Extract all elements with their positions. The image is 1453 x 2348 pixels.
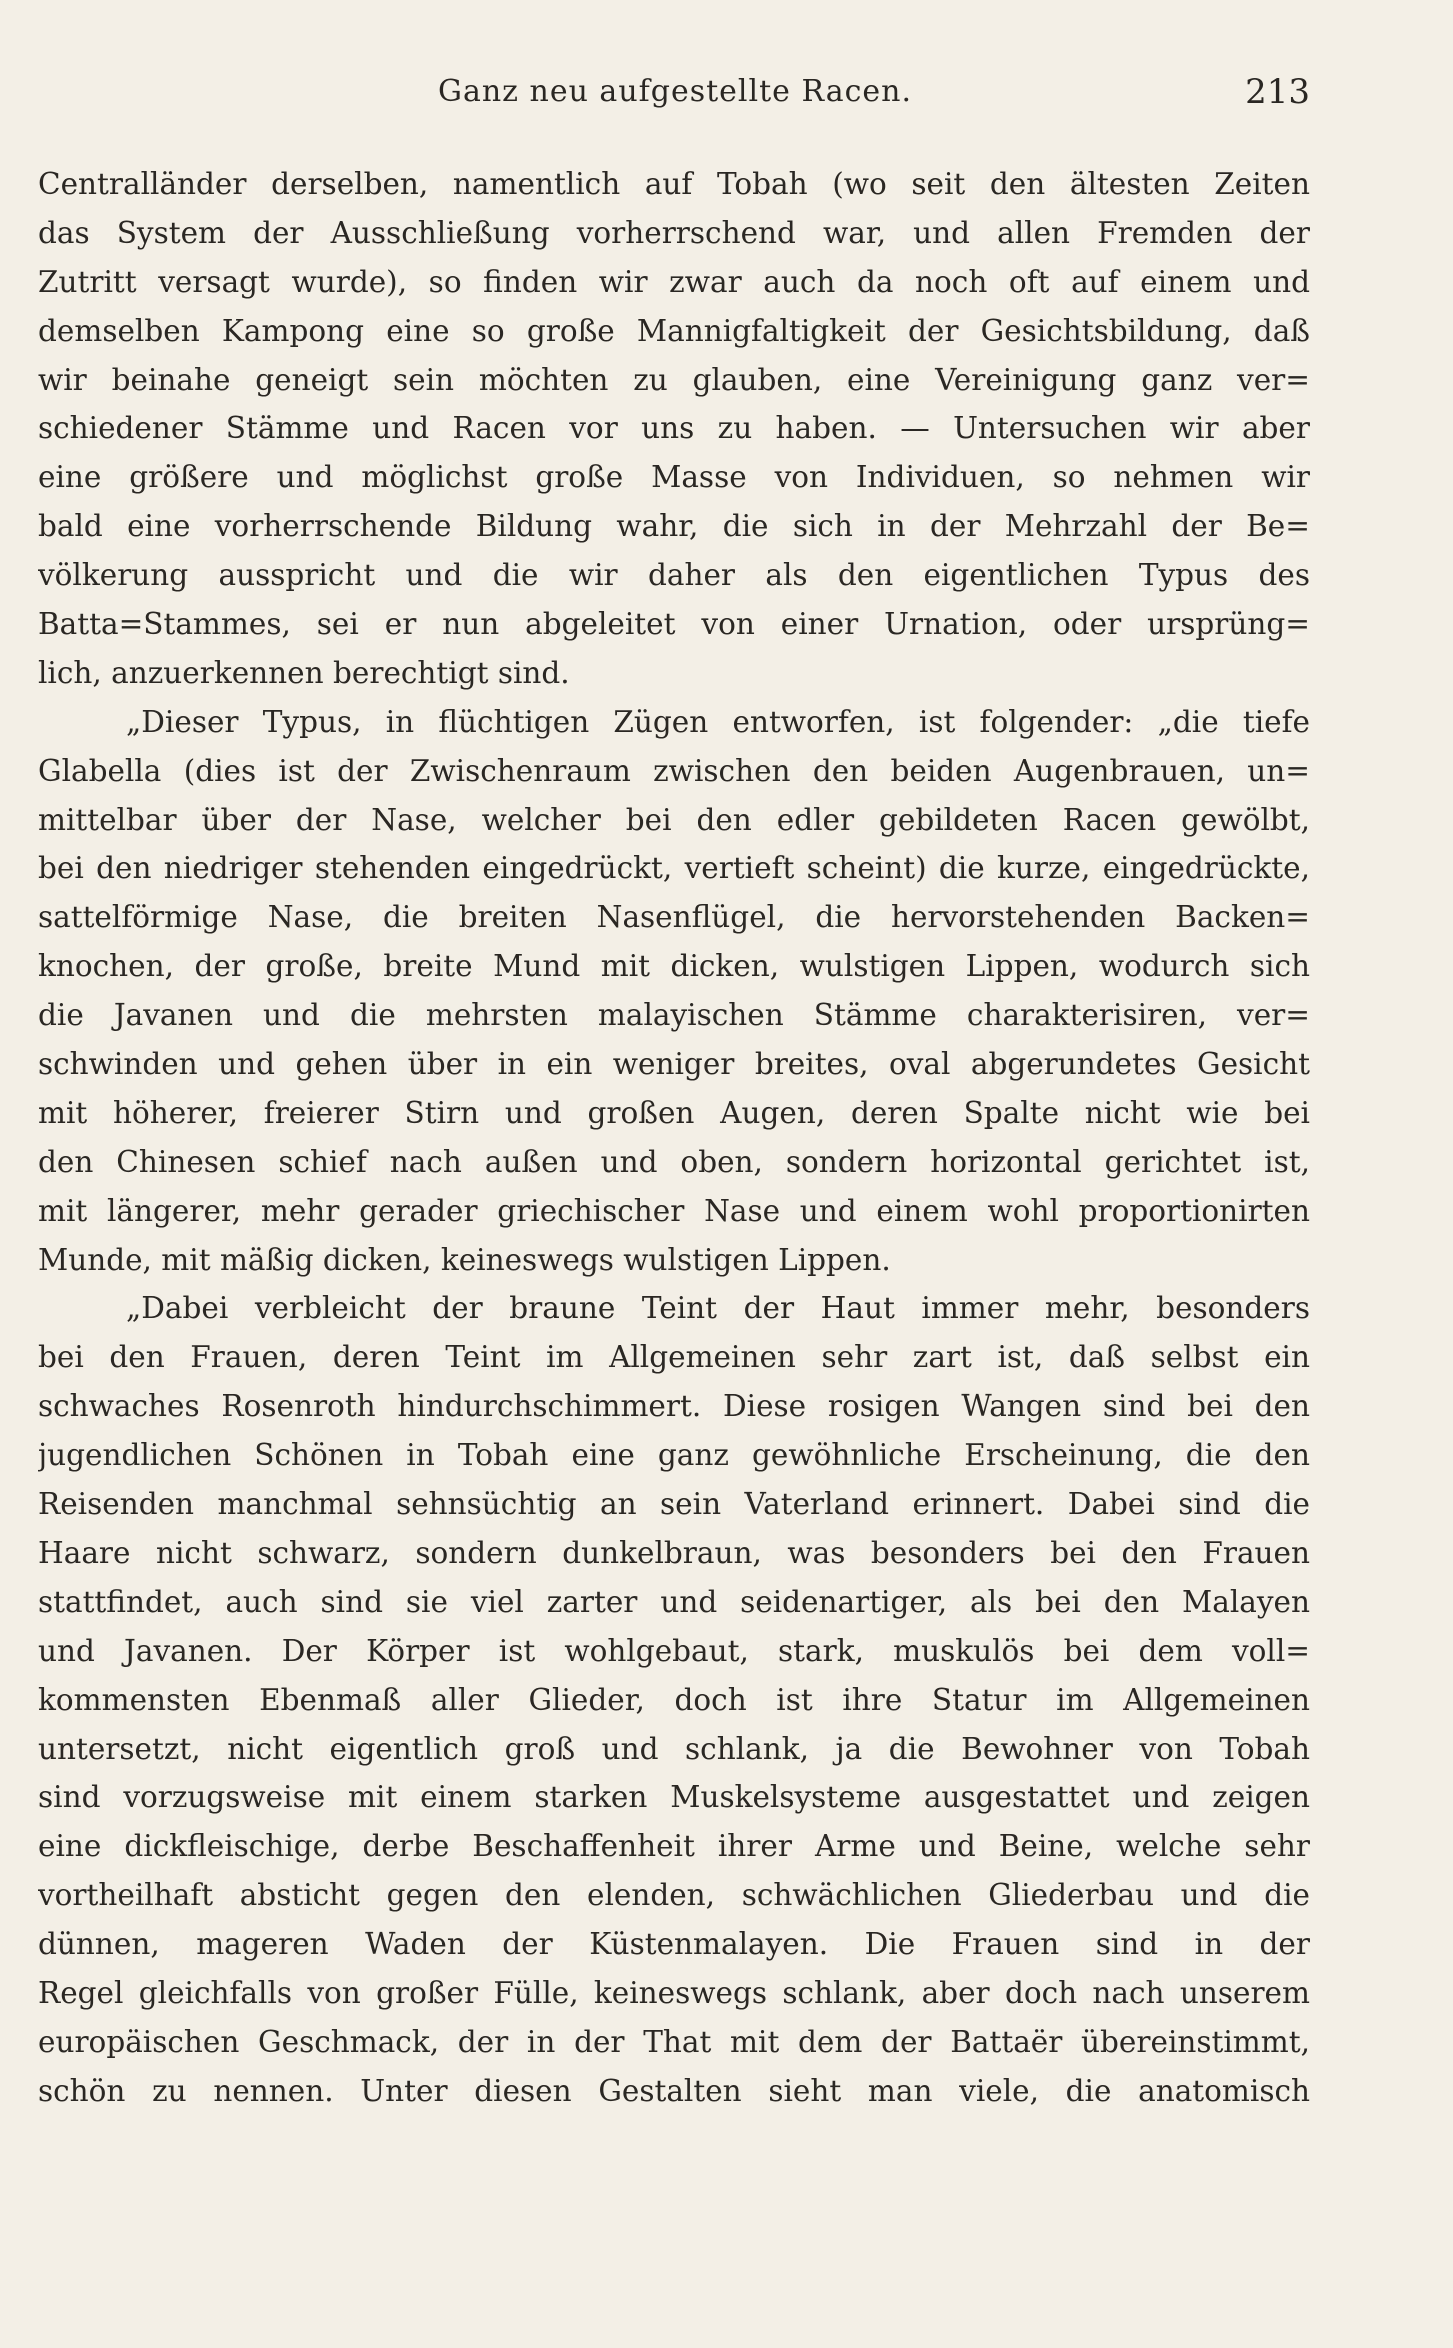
text-line: demselben Kampong eine so große Mannigfaltigkeit der Gesichtsbildung, daß <box>38 313 1310 348</box>
text-line: lich, anzuerkennen berechtigt sind. <box>38 655 570 690</box>
text-line: schiedener Stämme und Racen vor uns zu haben. — Untersuchen wir aber <box>38 411 1310 446</box>
text-line: Batta=Stammes, sei er nun abgeleitet von einer Urnation, oder ursprüng= <box>38 607 1310 642</box>
text-line: schwaches Rosenroth hindurchschimmert. Diese rosigen Wangen sind bei den <box>38 1389 1310 1424</box>
text-line: kommensten Ebenmaß aller Glieder, doch ist ihre Statur im Allgemeinen <box>38 1682 1310 1717</box>
running-head <box>40 70 1310 114</box>
text-line: untersetzt, nicht eigentlich groß und schlank, ja die Bewohner von Tobah <box>38 1731 1310 1766</box>
text-line: völkerung ausspricht und die wir daher als den eigentlichen Typus des <box>38 558 1310 593</box>
text-line: „Dabei verbleicht der braune Teint der Haut immer mehr, besonders <box>126 1291 1310 1326</box>
text-line: „Dieser Typus, in flüchtigen Zügen entworfen, ist folgender: „die tiefe <box>126 704 1310 739</box>
text-line: die Javanen und die mehrsten malayischen Stämme charakterisiren, ver= <box>38 998 1310 1033</box>
text-line: mit höherer, freierer Stirn und großen Augen, deren Spalte nicht wie bei <box>38 1095 1310 1130</box>
text-line: bei den Frauen, deren Teint im Allgemeinen sehr zart ist, daß selbst ein <box>38 1340 1310 1375</box>
text-line: Haare nicht schwarz, sondern dunkelbraun, was besonders bei den Frauen <box>38 1535 1310 1570</box>
running-title: Ganz neu aufgestellte Racen. <box>437 74 913 109</box>
text-line: dünnen, mageren Waden der Küstenmalayen. Die Frauen sind in der <box>38 1927 1310 1962</box>
text-line: eine größere und möglichst große Masse von Individuen, so nehmen wir <box>38 460 1310 495</box>
text-line: Zutritt versagt wurde), so finden wir zwar auch da noch oft auf einem und <box>38 264 1310 299</box>
text-line: bald eine vorherrschende Bildung wahr, die sich in der Mehrzahl der Be= <box>38 509 1310 544</box>
text-line: wir beinahe geneigt sein möchten zu glauben, eine Vereinigung ganz ver= <box>38 362 1310 397</box>
text-line: stattfindet, auch sind sie viel zarter und seidenartiger, als bei den Malayen <box>38 1584 1310 1619</box>
text-line: europäischen Geschmack, der in der That mit dem der Battaër übereinstimmt, <box>38 2024 1310 2059</box>
text-line: Regel gleichfalls von großer Fülle, keineswegs schlank, aber doch nach unserem <box>38 1975 1310 2010</box>
text-line: schön zu nennen. Unter diesen Gestalten sieht man viele, die anatomisch <box>38 2073 1310 2108</box>
text-line: sind vorzugsweise mit einem starken Muskelsysteme ausgestattet und zeigen <box>38 1780 1310 1815</box>
text-line: schwinden und gehen über in ein weniger breites, oval abgerundetes Gesicht <box>38 1047 1310 1082</box>
text-line: mit längerer, mehr gerader griechischer Nase und einem wohl proportionirten <box>38 1193 1310 1228</box>
body-text <box>38 160 1310 2116</box>
text-line: eine dickfleischige, derbe Beschaffenheit ihrer Arme und Beine, welche sehr <box>38 1829 1310 1864</box>
page-number: 213 <box>1245 72 1310 112</box>
text-line: jugendlichen Schönen in Tobah eine ganz gewöhnliche Erscheinung, die den <box>38 1438 1310 1473</box>
text-line: den Chinesen schief nach außen und oben, sondern horizontal gerichtet ist, <box>38 1144 1310 1179</box>
text-line: Reisenden manchmal sehnsüchtig an sein Vaterland erinnert. Dabei sind die <box>38 1487 1310 1522</box>
text-line: knochen, der große, breite Mund mit dicken, wulstigen Lippen, wodurch sich <box>38 949 1310 984</box>
text-line: Centralländer derselben, namentlich auf Tobah (wo seit den ältesten Zeiten <box>38 167 1310 201</box>
text-line: Glabella (dies ist der Zwischenraum zwischen den beiden Augenbrauen, un= <box>38 753 1310 788</box>
text-line: sattelförmige Nase, die breiten Nasenflügel, die hervorstehenden Backen= <box>38 900 1310 935</box>
text-line: das System der Ausschließung vorherrschend war, und allen Fremden der <box>38 215 1310 250</box>
text-line: mittelbar über der Nase, welcher bei den edler gebildeten Racen gewölbt, <box>38 802 1310 837</box>
text-line: und Javanen. Der Körper ist wohlgebaut, stark, muskulös bei dem voll= <box>38 1633 1310 1668</box>
text-line: Munde, mit mäßig dicken, keineswegs wulstigen Lippen. <box>38 1242 891 1277</box>
text-line: bei den niedriger stehenden eingedrückt, vertieft scheint) die kurze, eingedrückte, <box>38 851 1310 886</box>
text-line: vortheilhaft absticht gegen den elenden, schwächlichen Gliederbau und die <box>38 1878 1310 1913</box>
